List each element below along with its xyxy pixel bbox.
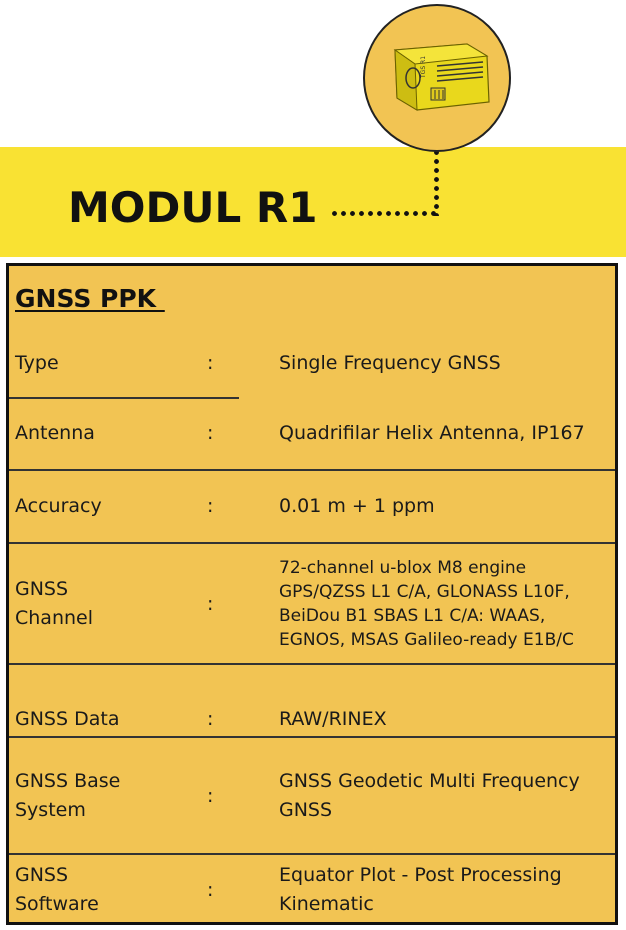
svg-text:TGS R1: TGS R1 [420, 55, 427, 78]
spec-label: Accuracy [15, 494, 102, 517]
row-divider [239, 394, 615, 396]
spec-colon: : [207, 708, 214, 730]
spec-row-gnss-software [9, 856, 615, 924]
spec-label: Type [15, 351, 59, 374]
spec-row-gnss-data [9, 666, 615, 736]
spec-row-type [9, 328, 615, 398]
spec-value: Equator Plot - Post Processing Kinematic [279, 864, 562, 915]
spec-label: GNSS Base System [15, 770, 121, 821]
row-divider [9, 663, 615, 665]
spec-label: GNSS Software [15, 864, 99, 915]
spec-value: GNSS Geodetic Multi Frequency GNSS [279, 770, 580, 821]
spec-value: RAW/RINEX [279, 708, 387, 730]
spec-row-gnss-channel [9, 545, 615, 663]
spec-row-antenna [9, 399, 615, 467]
spec-colon: : [207, 878, 214, 901]
spec-value: Quadrifilar Helix Antenna, IP167 [279, 421, 585, 444]
spec-value: 0.01 m + 1 ppm [279, 494, 435, 517]
spec-colon: : [207, 592, 214, 615]
row-divider [9, 853, 615, 855]
page-title: MODUL R1 [68, 183, 318, 232]
row-divider [9, 542, 615, 544]
spec-value: 72-channel u-blox M8 engine GPS/QZSS L1 C/A, GLONASS L10F, BeiDou B1 SBAS L1 C/A: WAAS, EGNOS, MSAS Galileo-ready E1B/C [279, 558, 574, 650]
spec-label: Antenna [15, 421, 95, 444]
spec-colon: : [207, 421, 214, 444]
spec-colon: : [207, 494, 214, 517]
connector-dots-vertical [434, 148, 439, 216]
connector-dots-horizontal [330, 211, 440, 216]
spec-label: GNSS Channel [15, 578, 94, 629]
spec-row-accuracy [9, 471, 615, 541]
gnss-module-icon [365, 6, 511, 152]
row-divider [9, 736, 615, 738]
spec-label: GNSS Data [15, 708, 120, 730]
spec-colon: : [207, 784, 214, 807]
table-heading: GNSS PPK [15, 284, 165, 313]
spec-table [6, 263, 618, 925]
spec-row-gnss-base-system [9, 739, 615, 853]
spec-colon: : [207, 351, 214, 374]
spec-value: Single Frequency GNSS [279, 351, 501, 374]
device-image [363, 4, 511, 152]
